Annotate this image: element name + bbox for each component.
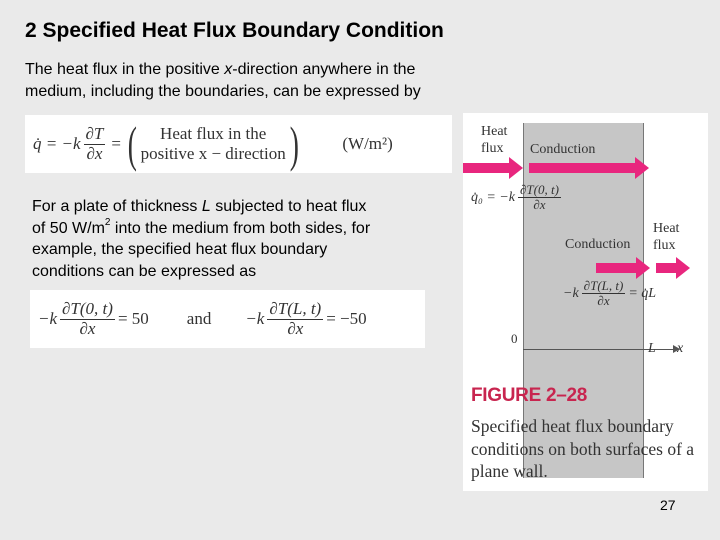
eq2-right-value: = −50 bbox=[326, 309, 367, 328]
slide-title: 2 Specified Heat Flux Boundary Condition bbox=[25, 19, 444, 42]
eq2-right-fraction bbox=[267, 300, 323, 338]
heat-flux-left-word2: flux bbox=[481, 141, 504, 156]
eq2-and: and bbox=[186, 309, 212, 328]
eq1-numerator: ∂T bbox=[85, 123, 104, 143]
eq1-unit: (W/m²) bbox=[342, 134, 393, 153]
heat-flux-left-word1: Heat bbox=[481, 124, 508, 139]
eq1-equals: = bbox=[111, 134, 121, 153]
eq1-left-paren: ( bbox=[127, 116, 137, 172]
eq1-paren-content bbox=[141, 124, 286, 164]
eq2-left-numerator: ∂T(0, t) bbox=[62, 298, 113, 318]
eq1-right-paren: ) bbox=[289, 116, 299, 172]
figure-caption-text: Specified heat flux boundary conditions on both surfaces of a plane wall. bbox=[471, 416, 695, 481]
intro-text-2: -direction anywhere in the medium, including the boundaries, can be expressed by bbox=[25, 61, 421, 100]
eq1-paren-line2: positive x − direction bbox=[140, 144, 286, 163]
eq2-right-k: −k bbox=[245, 309, 265, 328]
x-label: x bbox=[677, 341, 684, 356]
q0-fraction bbox=[518, 183, 561, 213]
heat-flux-right-word1: Heat bbox=[653, 221, 680, 236]
boundary-paragraph bbox=[32, 196, 377, 282]
eq2-right-numerator: ∂T(L, t) bbox=[269, 298, 322, 318]
mid-text-3: into the medium from both sides, for example, the specified heat flux boundary conditions can be expressed as bbox=[32, 219, 371, 280]
plane-wall-figure bbox=[463, 113, 708, 491]
L-label: L bbox=[648, 341, 656, 356]
q0-denominator: ∂x bbox=[533, 197, 546, 213]
mid-L-variable: L bbox=[201, 198, 211, 215]
boundary-conditions-equation bbox=[30, 290, 425, 348]
intro-text-1: The heat flux in the positive bbox=[25, 61, 225, 78]
heat-flux-equation bbox=[25, 115, 452, 173]
left-heat-flux-arrow bbox=[463, 163, 509, 173]
eq2-left-value: = 50 bbox=[117, 309, 149, 328]
q0-equation bbox=[471, 183, 564, 213]
conduction-top-label: Conduction bbox=[530, 142, 596, 157]
mid-text-1: For a plate of thickness bbox=[32, 198, 202, 215]
heat-flux-right-label bbox=[653, 220, 679, 254]
right-conduction-arrow bbox=[596, 263, 636, 273]
qL-numerator: ∂T(L, t) bbox=[583, 278, 624, 293]
eq1-paren-line1: Heat flux in the bbox=[160, 124, 267, 143]
eq2-left-fraction bbox=[60, 300, 115, 338]
intro-x-variable: x bbox=[224, 61, 233, 78]
conduction-bottom-label: Conduction bbox=[565, 237, 631, 252]
eq1-lhs: q̇ = −k bbox=[33, 134, 81, 153]
intro-paragraph bbox=[25, 59, 480, 103]
right-heat-flux-arrow bbox=[656, 263, 676, 273]
eq1-fraction bbox=[84, 125, 106, 163]
eq2-left-k: −k bbox=[38, 309, 58, 328]
heat-flux-right-word2: flux bbox=[653, 238, 676, 253]
heat-flux-left-label bbox=[481, 123, 507, 157]
mid-superscript: 2 bbox=[104, 216, 111, 228]
q0-lhs: q̇₀ = −k bbox=[471, 189, 515, 205]
q0-numerator: ∂T(0, t) bbox=[519, 182, 559, 197]
page-number: 27 bbox=[660, 497, 676, 513]
figure-caption-number: FIGURE 2–28 bbox=[471, 385, 588, 406]
origin-label: 0 bbox=[511, 331, 518, 346]
qL-equation bbox=[563, 279, 656, 309]
qL-denominator: ∂x bbox=[597, 293, 610, 309]
mid-text-2: subjected to heat flux of 50 W/m bbox=[32, 198, 367, 237]
eq1-denominator: ∂x bbox=[86, 143, 103, 163]
eq2-left-denominator: ∂x bbox=[79, 318, 96, 338]
qL-rhs: = q̇L bbox=[628, 285, 657, 301]
qL-fraction bbox=[582, 279, 626, 309]
left-conduction-arrow bbox=[529, 163, 635, 173]
qL-k: −k bbox=[563, 285, 579, 301]
eq2-right-denominator: ∂x bbox=[287, 318, 304, 338]
